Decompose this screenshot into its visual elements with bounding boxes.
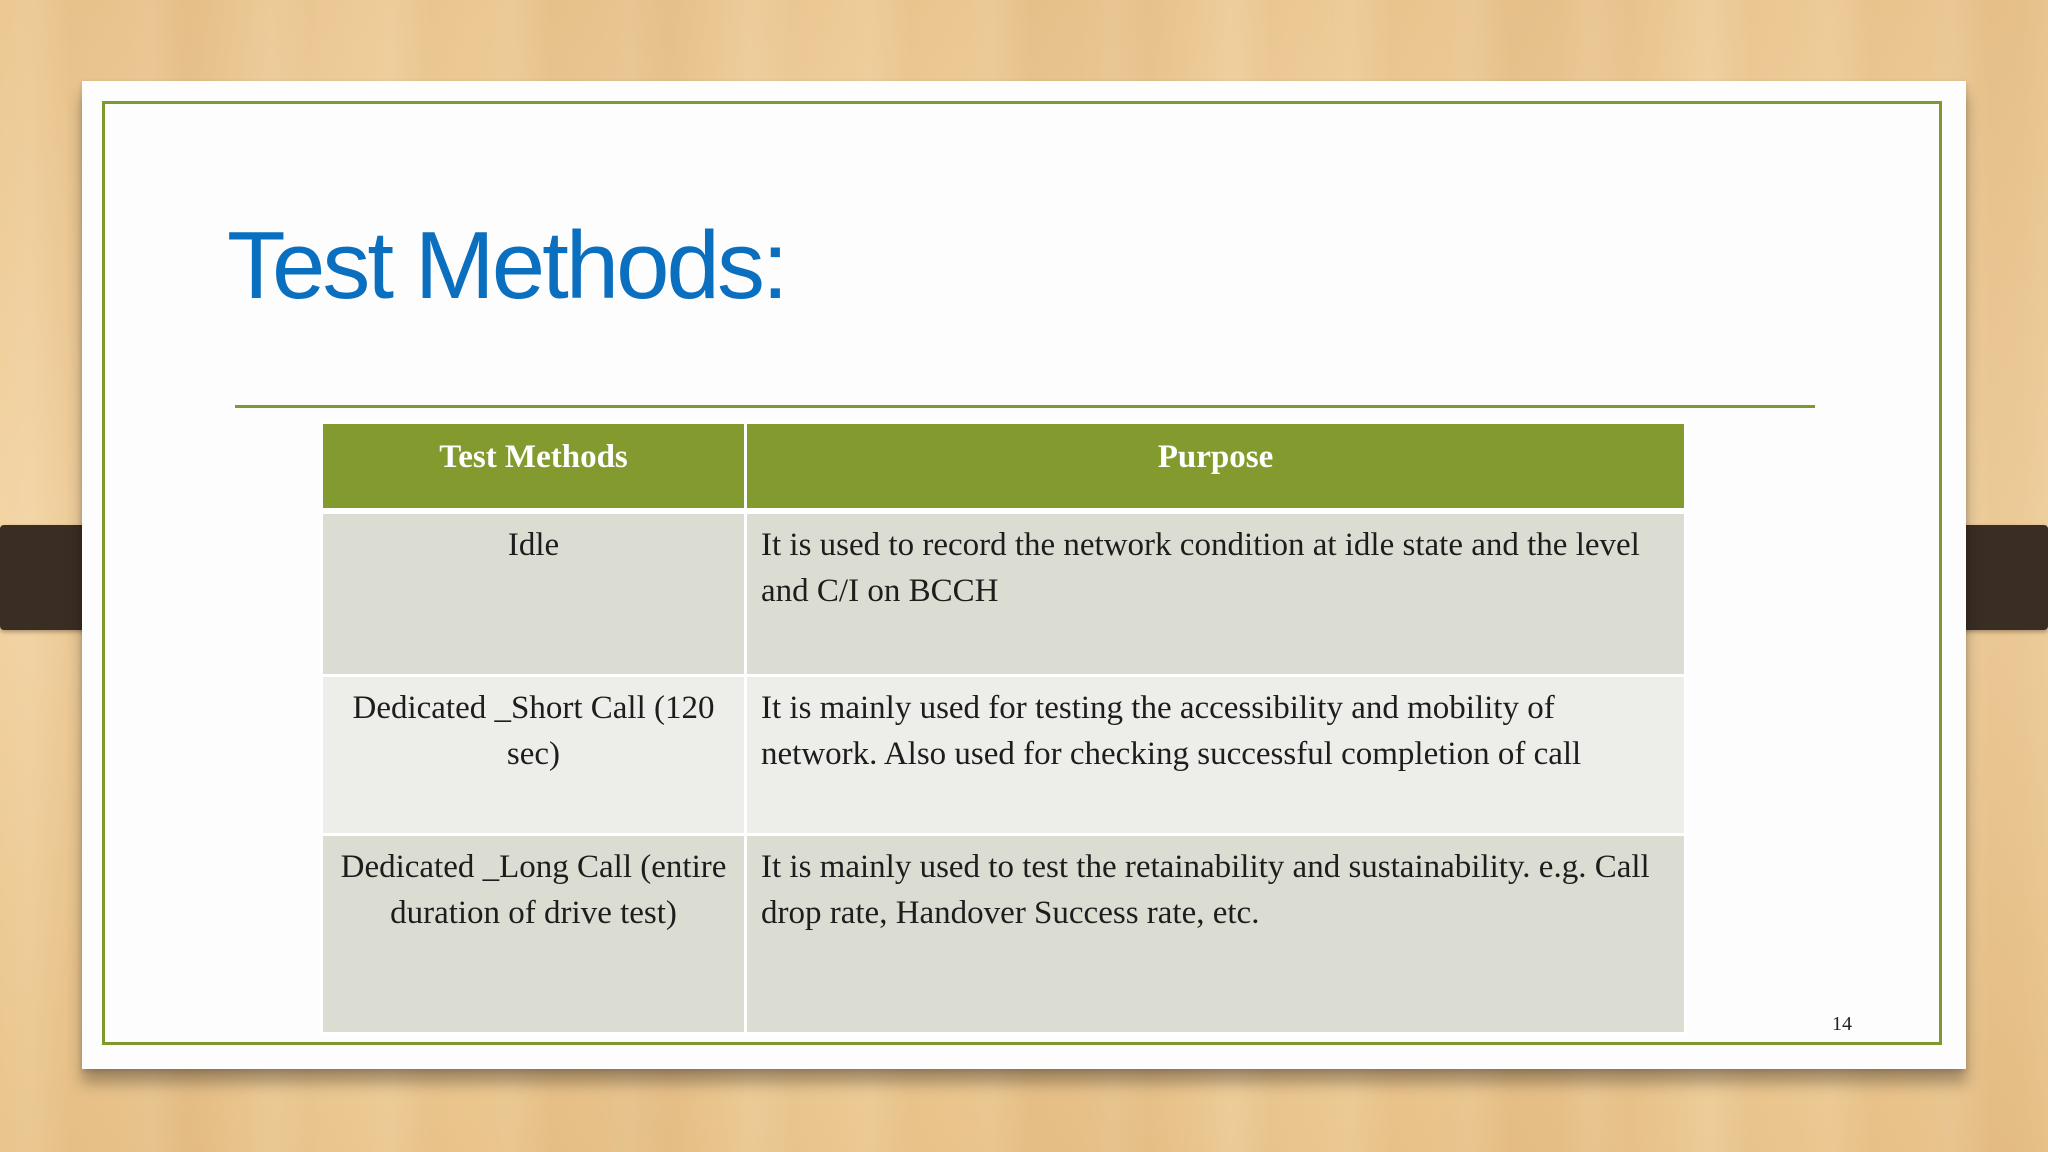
header-test-methods: Test Methods: [322, 423, 746, 511]
slide-title: Test Methods:: [227, 212, 786, 319]
table-row: [322, 675, 1686, 834]
page-number: 14: [1832, 1013, 1852, 1035]
purpose-cell: It is used to record the network condition at idle state and the level and C/I on BCCH: [746, 511, 1686, 676]
table-row: [322, 834, 1686, 1033]
method-cell: Dedicated _Long Call (entire duration of drive test): [322, 834, 746, 1033]
method-cell: Idle: [322, 511, 746, 676]
table-row: [322, 511, 1686, 676]
test-methods-table: [320, 421, 1687, 1035]
title-divider: [235, 405, 1815, 408]
header-purpose: Purpose: [746, 423, 1686, 511]
slide: [82, 81, 1966, 1069]
table-header-row: [322, 423, 1686, 511]
method-cell: Dedicated _Short Call (120 sec): [322, 675, 746, 834]
purpose-cell: It is mainly used for testing the accessibility and mobility of network. Also used for checking successful completion of call: [746, 675, 1686, 834]
purpose-cell: It is mainly used to test the retainability and sustainability. e.g. Call drop rate, Handover Success rate, etc.: [746, 834, 1686, 1033]
